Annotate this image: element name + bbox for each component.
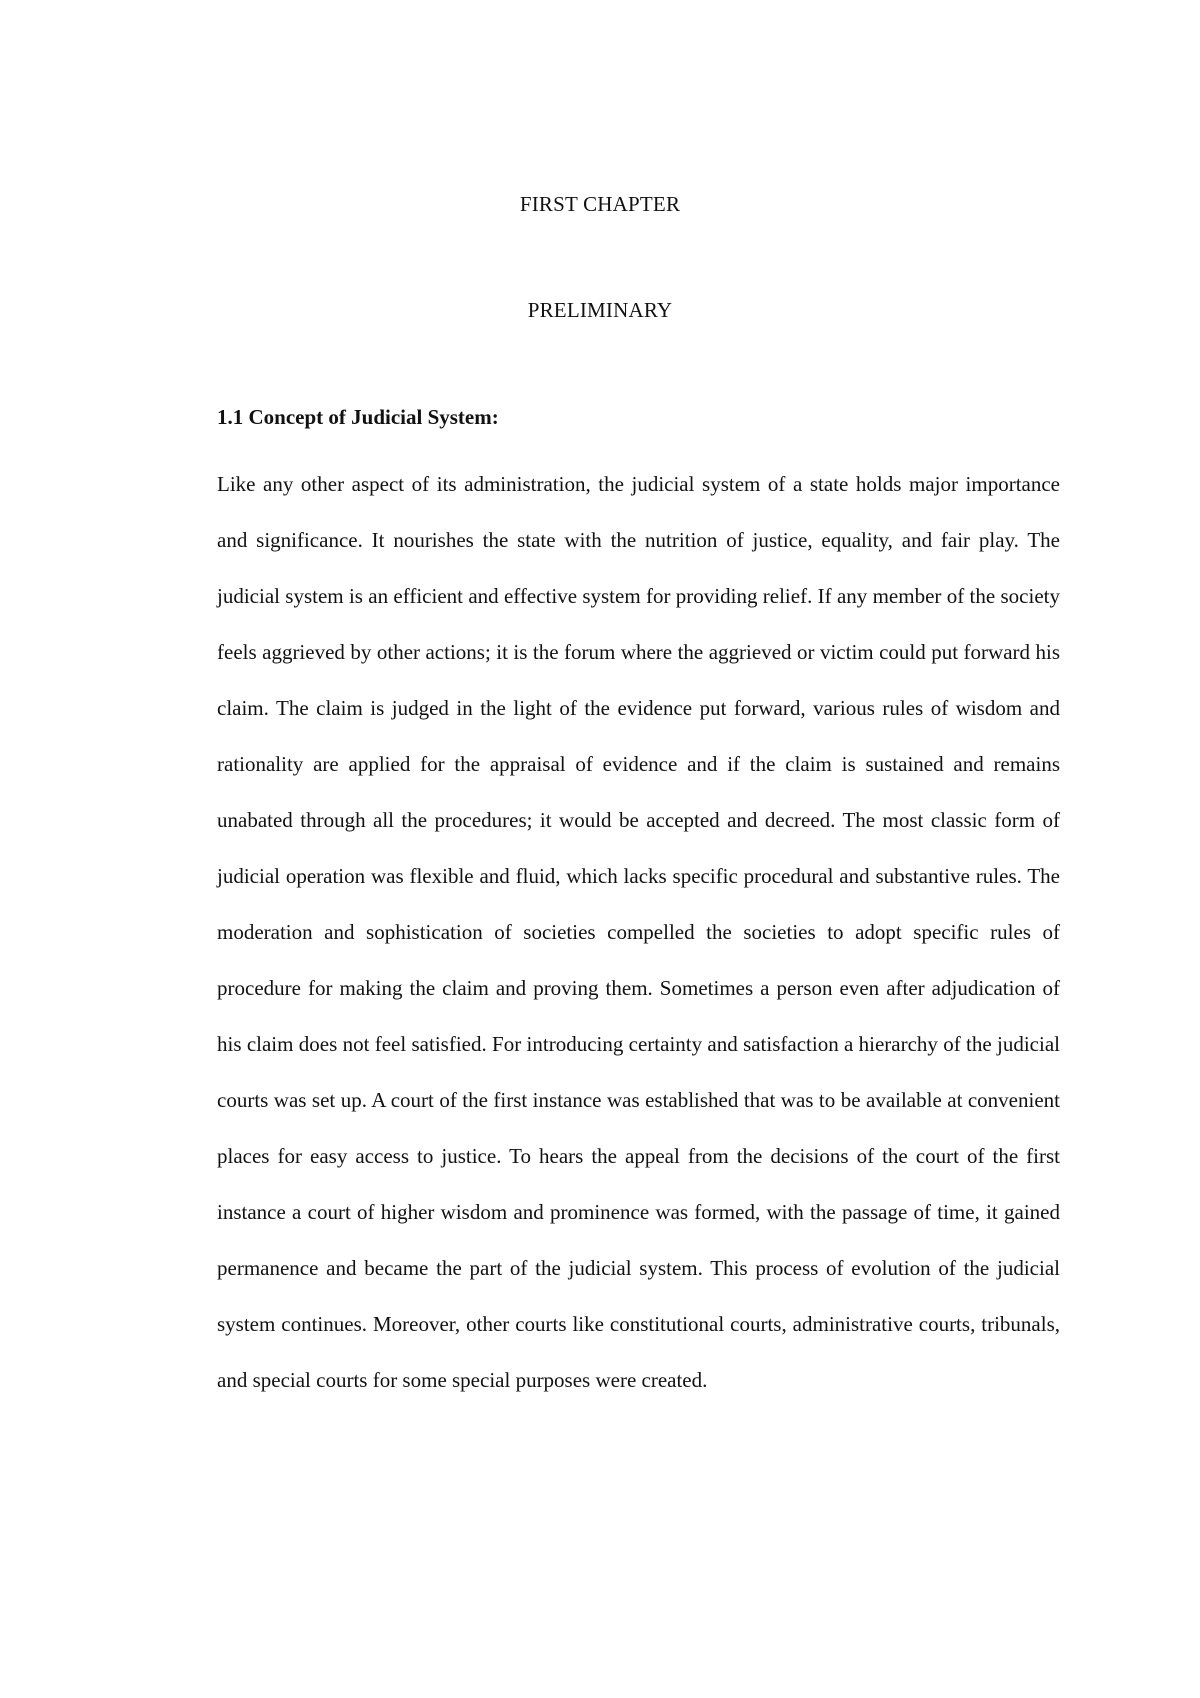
chapter-subtitle: PRELIMINARY	[527, 298, 673, 322]
section-heading: 1.1 Concept of Judicial System:	[217, 405, 499, 429]
body-paragraph: Like any other aspect of its administration, the judicial system of a state holds major importance and significance. It nourishes the state with the nutrition of justice, equality, and fair play. The judicial system is an efficient and effective system for providing relief. If any member of the society feels aggrieved by other actions; it is the forum where the aggrieved or victim could put forward his claim. The claim is judged in the light of the evidence put forward, various rules of wisdom and rationality are applied for the appraisal of evidence and if the claim is sustained and remains unabated through all the procedures; it would be accepted and decreed. The most classic form of judicial operation was flexible and fluid, which lacks specific procedural and substantive rules. The moderation and sophistication of societies compelled the societies to adopt specific rules of procedure for making the claim and proving them. Sometimes a person even after adjudication of his claim does not feel satisfied. For introducing certainty and satisfaction a hierarchy of the judicial courts was set up. A court of the first instance was established that was to be available at convenient places for easy access to justice. To hears the appeal from the decisions of the court of the first instance a court of higher wisdom and prominence was formed, with the passage of time, it gained permanence and became the part of the judicial system. This process of evolution of the judicial system continues. Moreover, other courts like constitutional courts, administrative courts, tribunals, and special courts for some special purposes were created.	[217, 472, 1060, 1392]
chapter-title: FIRST CHAPTER	[519, 192, 681, 216]
